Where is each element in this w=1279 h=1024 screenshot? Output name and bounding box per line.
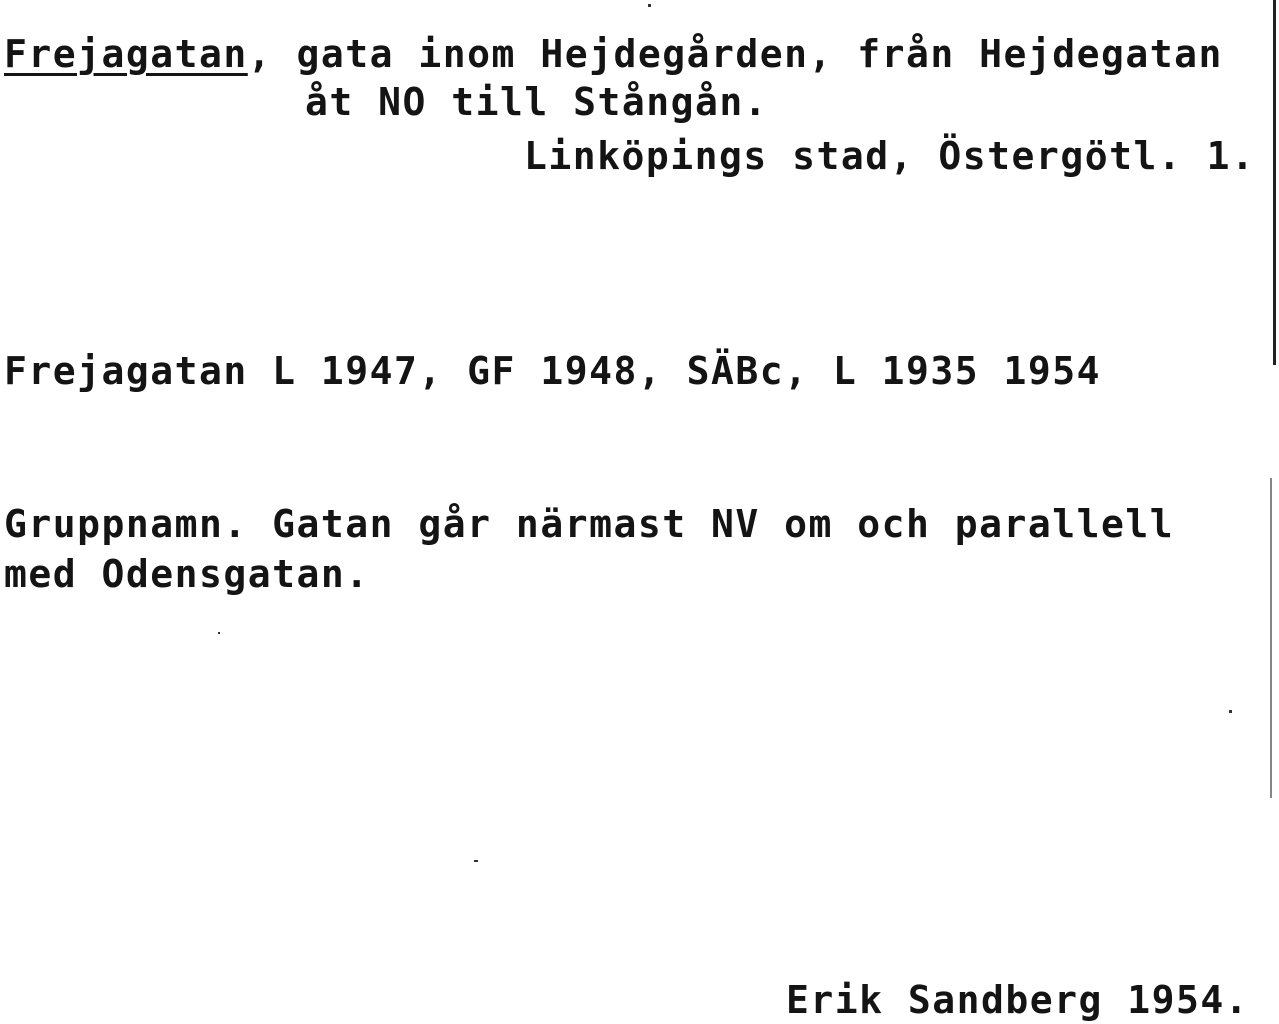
entry-line-2: åt NO till Stångån. (305, 80, 769, 124)
entry-description: , gata inom Hejdegården, från Hejdegatan (247, 32, 1223, 76)
location-line: Linköpings stad, Östergötl. 1. (524, 134, 1256, 178)
speck (218, 632, 220, 634)
signature: Erik Sandberg 1954. (786, 978, 1250, 1022)
speck (1229, 710, 1232, 713)
speck (648, 4, 651, 7)
speck (474, 860, 478, 862)
sources-line: Frejagatan L 1947, GF 1948, SÄBc, L 1935 1954 (4, 349, 1102, 393)
note-line-2: med Odensgatan. (4, 552, 370, 596)
headword: Frejagatan (4, 32, 248, 76)
entry-line-1 (4, 32, 1223, 76)
note-line-1: Gruppnamn. Gatan går närmast NV om och parallell (4, 502, 1175, 546)
card-edge-upper (1273, 0, 1276, 365)
card-edge-lower (1270, 478, 1272, 798)
